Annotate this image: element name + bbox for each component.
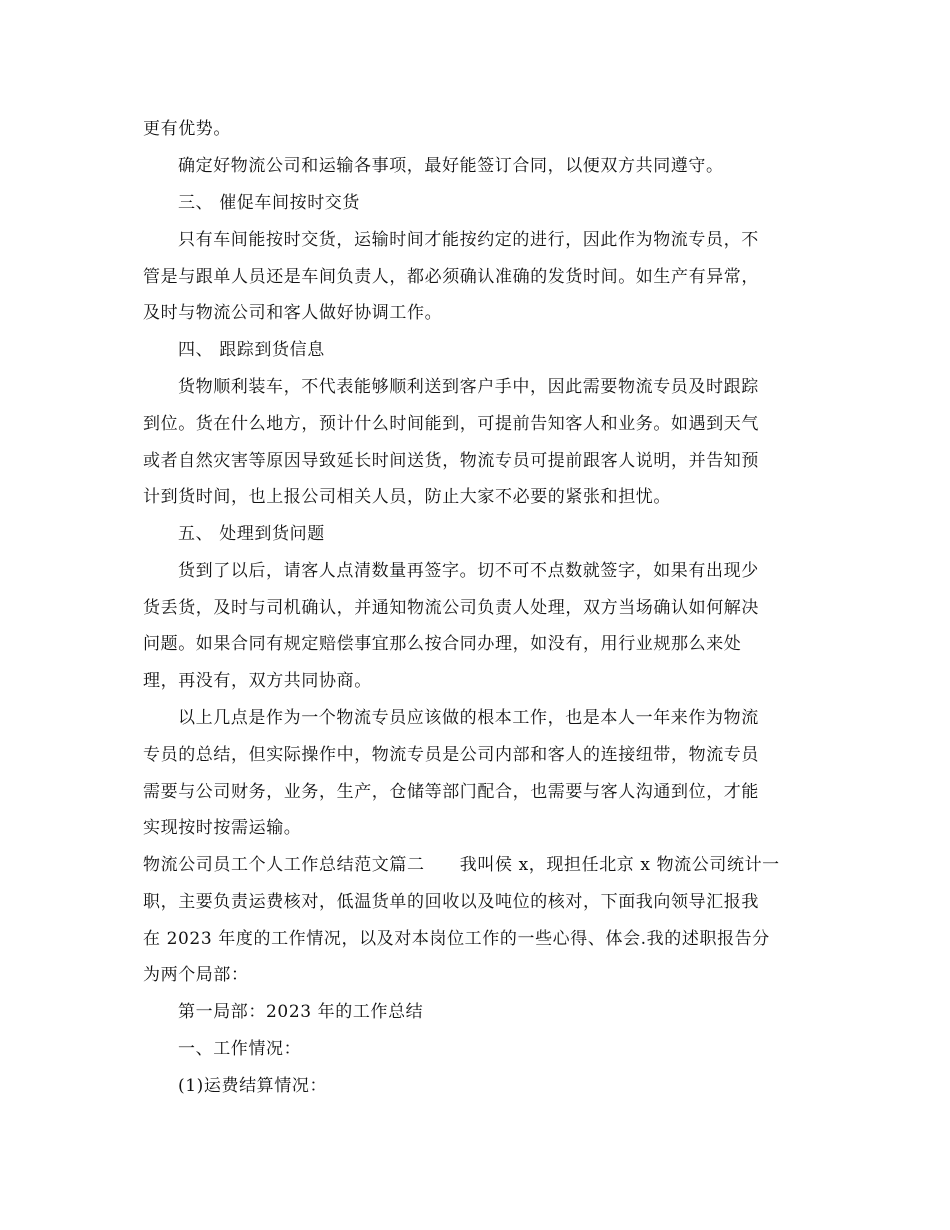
text-line: (1)运费结算情况： bbox=[178, 1076, 328, 1096]
text-line: 以上几点是作为一个物流专员应该做的根本工作，也是本人一年来作为物流 bbox=[178, 708, 759, 728]
text-line: 计到货时间，也上报公司相关人员，防止大家不必要的紧张和担忧。 bbox=[143, 487, 671, 507]
text-line: 实现按时按需运输。 bbox=[143, 818, 302, 838]
text-line: 到位。货在什么地方，预计什么时间能到，可提前告知客人和业务。如遇到天气 bbox=[143, 414, 759, 434]
text-line: 需要与公司财务，业务，生产，仓储等部门配合，也需要与客人沟通到位，才能 bbox=[143, 782, 759, 802]
text-line: 货丢货，及时与司机确认，并通知物流公司负责人处理，双方当场确认如何解决 bbox=[143, 598, 759, 618]
text-line: 货到了以后，请客人点清数量再签字。切不可不点数就签字，如果有出现少 bbox=[178, 561, 759, 581]
text-line: 职，主要负责运费核对，低温货单的回收以及吨位的核对，下面我向领导汇报我 bbox=[143, 892, 759, 912]
text-line: 在 2023 年度的工作情况，以及对本岗位工作的一些心得、体会.我的述职报告分 bbox=[143, 929, 770, 949]
text-line: 管是与跟单人员还是车间负责人，都必须确认准确的发货时间。如生产有异常， bbox=[143, 267, 759, 287]
section-heading: 第一局部：2023 年的工作总结 bbox=[178, 1002, 424, 1022]
section-heading: 三、 催促车间按时交货 bbox=[178, 193, 361, 213]
text-line: 及时与物流公司和客人做好协调工作。 bbox=[143, 303, 443, 323]
text-line: 货物顺利装车，不代表能够顺利送到客户手中，因此需要物流专员及时跟踪 bbox=[178, 377, 759, 397]
text-line: 理，再没有，双方共同协商。 bbox=[143, 671, 372, 691]
text-line: 物流公司员工个人工作总结范文篇二 我叫侯 x，现担任北京 x 物流公司统计一 bbox=[143, 855, 780, 875]
text-line: 更有优势。 bbox=[143, 119, 231, 139]
text-line: 只有车间能按时交货，运输时间才能按约定的进行，因此作为物流专员，不 bbox=[178, 230, 759, 250]
text-line: 确定好物流公司和运输各事项，最好能签订合同，以便双方共同遵守。 bbox=[178, 156, 724, 176]
section-heading: 一、工作情况： bbox=[178, 1039, 302, 1059]
text-line: 为两个局部： bbox=[143, 965, 249, 985]
text-line: 或者自然灾害等原因导致延长时间送货，物流专员可提前跟客人说明，并告知预 bbox=[143, 451, 759, 471]
section-heading: 四、 跟踪到货信息 bbox=[178, 340, 325, 360]
text-line: 专员的总结，但实际操作中，物流专员是公司内部和客人的连接纽带，物流专员 bbox=[143, 745, 759, 765]
text-line: 问题。如果合同有规定赔偿事宜那么按合同办理，如没有，用行业规那么来处 bbox=[143, 634, 742, 654]
section-heading: 五、 处理到货问题 bbox=[178, 524, 325, 544]
